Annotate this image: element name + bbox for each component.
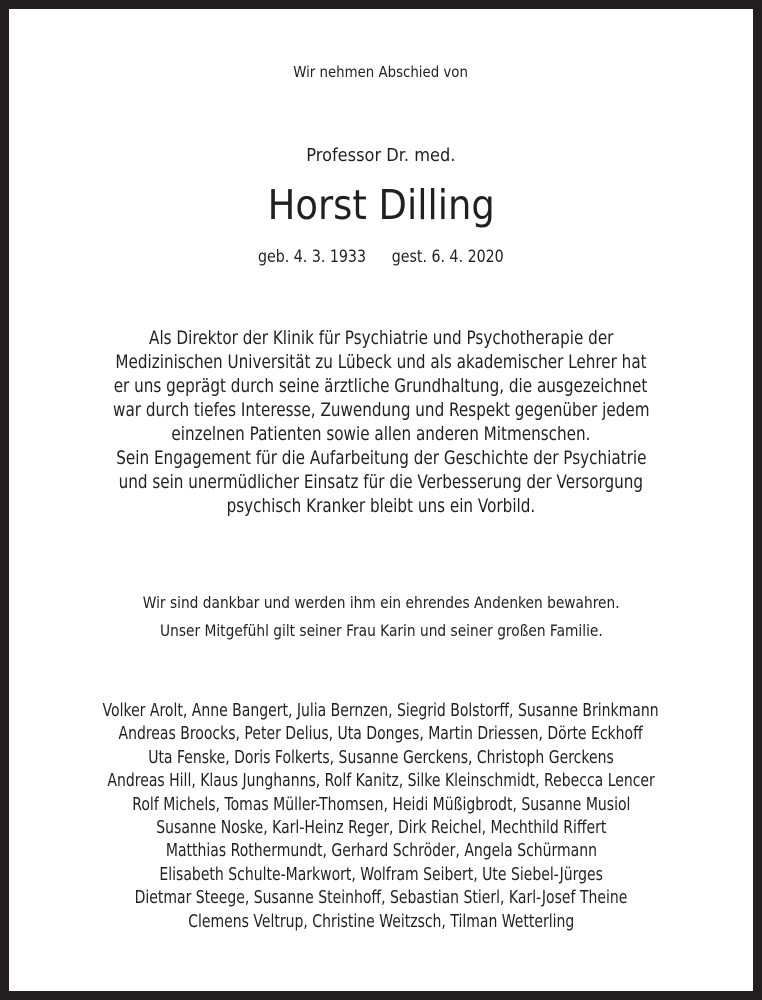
thanks-line: Unser Mitgefühl gilt seiner Frau Karin und seiner großen Familie. (159, 621, 603, 640)
tribute-line: und sein unermüdlicher Einsatz für die Verbesserung der Versorgung (118, 471, 644, 493)
tribute-line: Sein Engagement für die Aufarbeitung der Geschichte der Psychiatrie (115, 447, 647, 469)
tribute-line: er uns geprägt durch seine ärztliche Grundhaltung, die ausgezeichnet (114, 375, 648, 397)
intro-text: Wir nehmen Abschied von (293, 63, 469, 81)
signatory-line: Matthias Rothermundt, Gerhard Schröder, Angela Schürmann (165, 841, 597, 861)
tribute-line: einzelnen Patienten sowie allen anderen Mitmenschen. (171, 423, 591, 445)
academic-title: Professor Dr. med. (306, 145, 456, 166)
signatory-line: Volker Arolt, Anne Bangert, Julia Bernzen, Siegrid Bolstorff, Susanne Brinkmann (102, 701, 660, 721)
deceased-name: Horst Dilling (267, 181, 495, 229)
tribute-line: war durch tiefes Interesse, Zuwendung und Respekt gegenüber jedem (112, 399, 650, 421)
signatory-line: Susanne Noske, Karl-Heinz Reger, Dirk Reichel, Mechthild Riffert (155, 818, 607, 838)
death-date: gest. 6. 4. 2020 (391, 247, 504, 266)
tribute-line: Als Direktor der Klinik für Psychiatrie und Psychotherapie der (148, 327, 614, 349)
life-dates (9, 247, 753, 266)
signatory-line: Elisabeth Schulte-Markwort, Wolfram Seibert, Ute Siebel-Jürges (159, 865, 603, 885)
signatory-line: Dietmar Steege, Susanne Steinhoff, Sebastian Stierl, Karl-Josef Theine (134, 888, 628, 908)
obituary-notice (9, 9, 753, 991)
signatory-line: Rolf Michels, Tomas Müller-Thomsen, Heidi Müßigbrodt, Susanne Musiol (131, 795, 631, 815)
birth-date: geb. 4. 3. 1933 (258, 247, 367, 266)
tribute-line: psychisch Kranker bleibt uns ein Vorbild. (226, 495, 536, 517)
thanks-line: Wir sind dankbar und werden ihm ein ehrendes Andenken bewahren. (142, 593, 620, 612)
signatory-line: Uta Fenske, Doris Folkerts, Susanne Gerckens, Christoph Gerckens (148, 748, 614, 768)
signatory-line: Andreas Hill, Klaus Junghanns, Rolf Kanitz, Silke Kleinschmidt, Rebecca Lencer (107, 771, 655, 791)
signatory-line: Andreas Broocks, Peter Delius, Uta Donges, Martin Driessen, Dörte Eckhoff (118, 724, 644, 744)
signatory-line: Clemens Veltrup, Christine Weitzsch, Tilman Wetterling (187, 912, 575, 932)
tribute-line: Medizinischen Universität zu Lübeck und als akademischer Lehrer hat (115, 351, 647, 373)
